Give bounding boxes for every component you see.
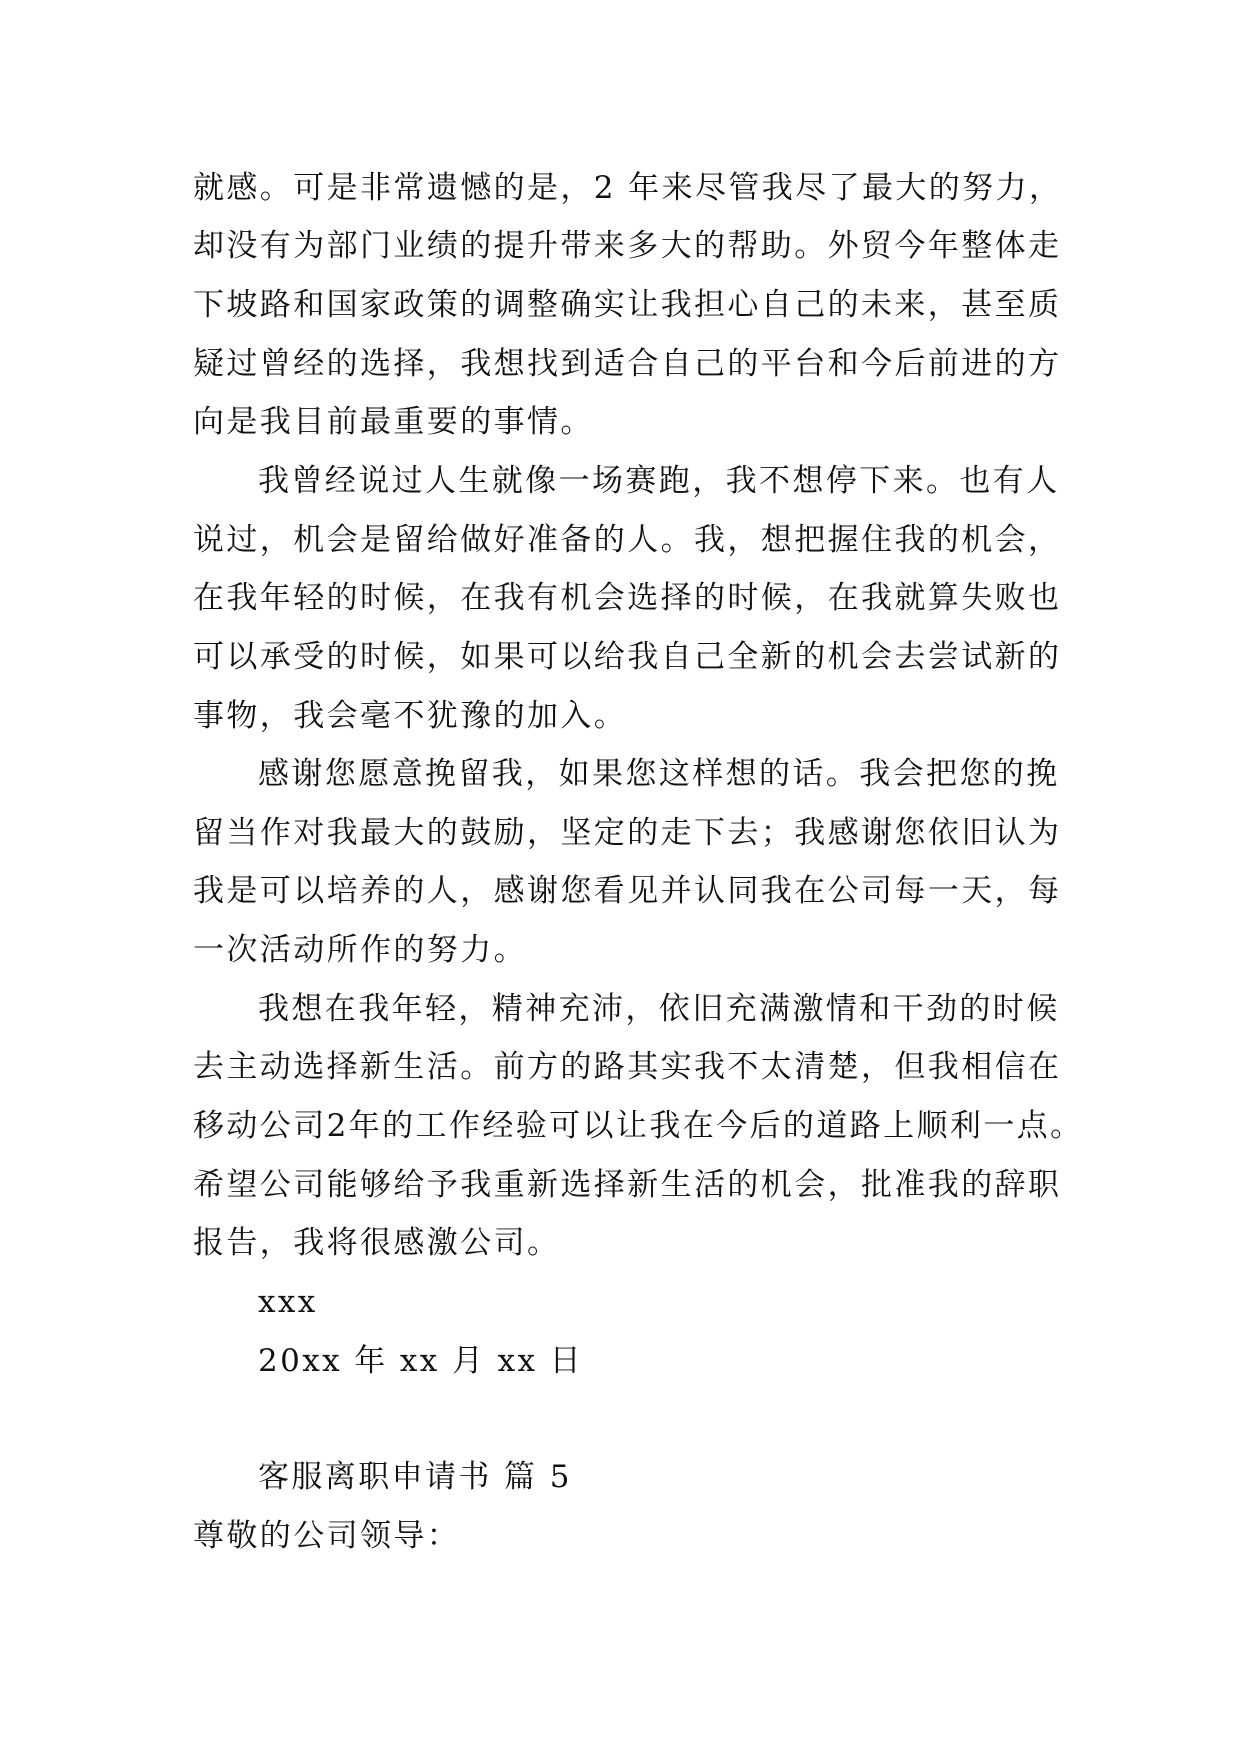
body-line: 事物，我会毫不犹豫的加入。 <box>193 698 628 734</box>
signature: xxx <box>258 1284 318 1320</box>
body-line: 却没有为部门业绩的提升带来多大的帮助。外贸今年整体走 <box>193 228 1062 264</box>
body-line: 移动公司2年的工作经验可以让我在今后的道路上顺利一点。 <box>193 1108 1084 1144</box>
date-line: 20xx 年 xx 月 xx 日 <box>258 1343 584 1379</box>
body-line: 在我年轻的时候，在我有机会选择的时候，在我就算失败也 <box>193 580 1062 616</box>
paragraph-start-line: 感谢您愿意挽留我，如果您这样想的话。我会把您的挽 <box>258 756 1060 792</box>
body-line: 一次活动所作的努力。 <box>193 932 527 968</box>
body-line: 就感。可是非常遗憾的是，2 年来尽管我尽了最大的努力， <box>193 170 1063 206</box>
body-line: 我是可以培养的人，感谢您看见并认同我在公司每一天，每 <box>193 873 1062 909</box>
body-line: 说过，机会是留给做好准备的人。我，想把握住我的机会， <box>193 522 1062 558</box>
paragraph-start-line: 我曾经说过人生就像一场赛跑，我不想停下来。也有人 <box>258 463 1060 499</box>
body-line: 留当作对我最大的鼓励，坚定的走下去；我感谢您依旧认为 <box>193 815 1062 851</box>
salutation: 尊敬的公司领导： <box>193 1518 461 1554</box>
body-line: 向是我目前最重要的事情。 <box>193 404 594 440</box>
paragraph-start-line: 我想在我年轻，精神充沛，依旧充满激情和干劲的时候 <box>258 991 1060 1027</box>
body-line: 下坡路和国家政策的调整确实让我担心自己的未来，甚至质 <box>193 287 1062 323</box>
section-title: 客服离职申请书 篇 5 <box>258 1459 572 1495</box>
body-line: 可以承受的时候，如果可以给我自己全新的机会去尝试新的 <box>193 639 1062 675</box>
body-line: 报告，我将很感激公司。 <box>193 1225 561 1261</box>
body-line: 去主动选择新生活。前方的路其实我不太清楚，但我相信在 <box>193 1049 1062 1085</box>
body-line: 希望公司能够给予我重新选择新生活的机会，批准我的辞职 <box>193 1167 1062 1203</box>
body-line: 疑过曾经的选择，我想找到适合自己的平台和今后前进的方 <box>193 346 1062 382</box>
